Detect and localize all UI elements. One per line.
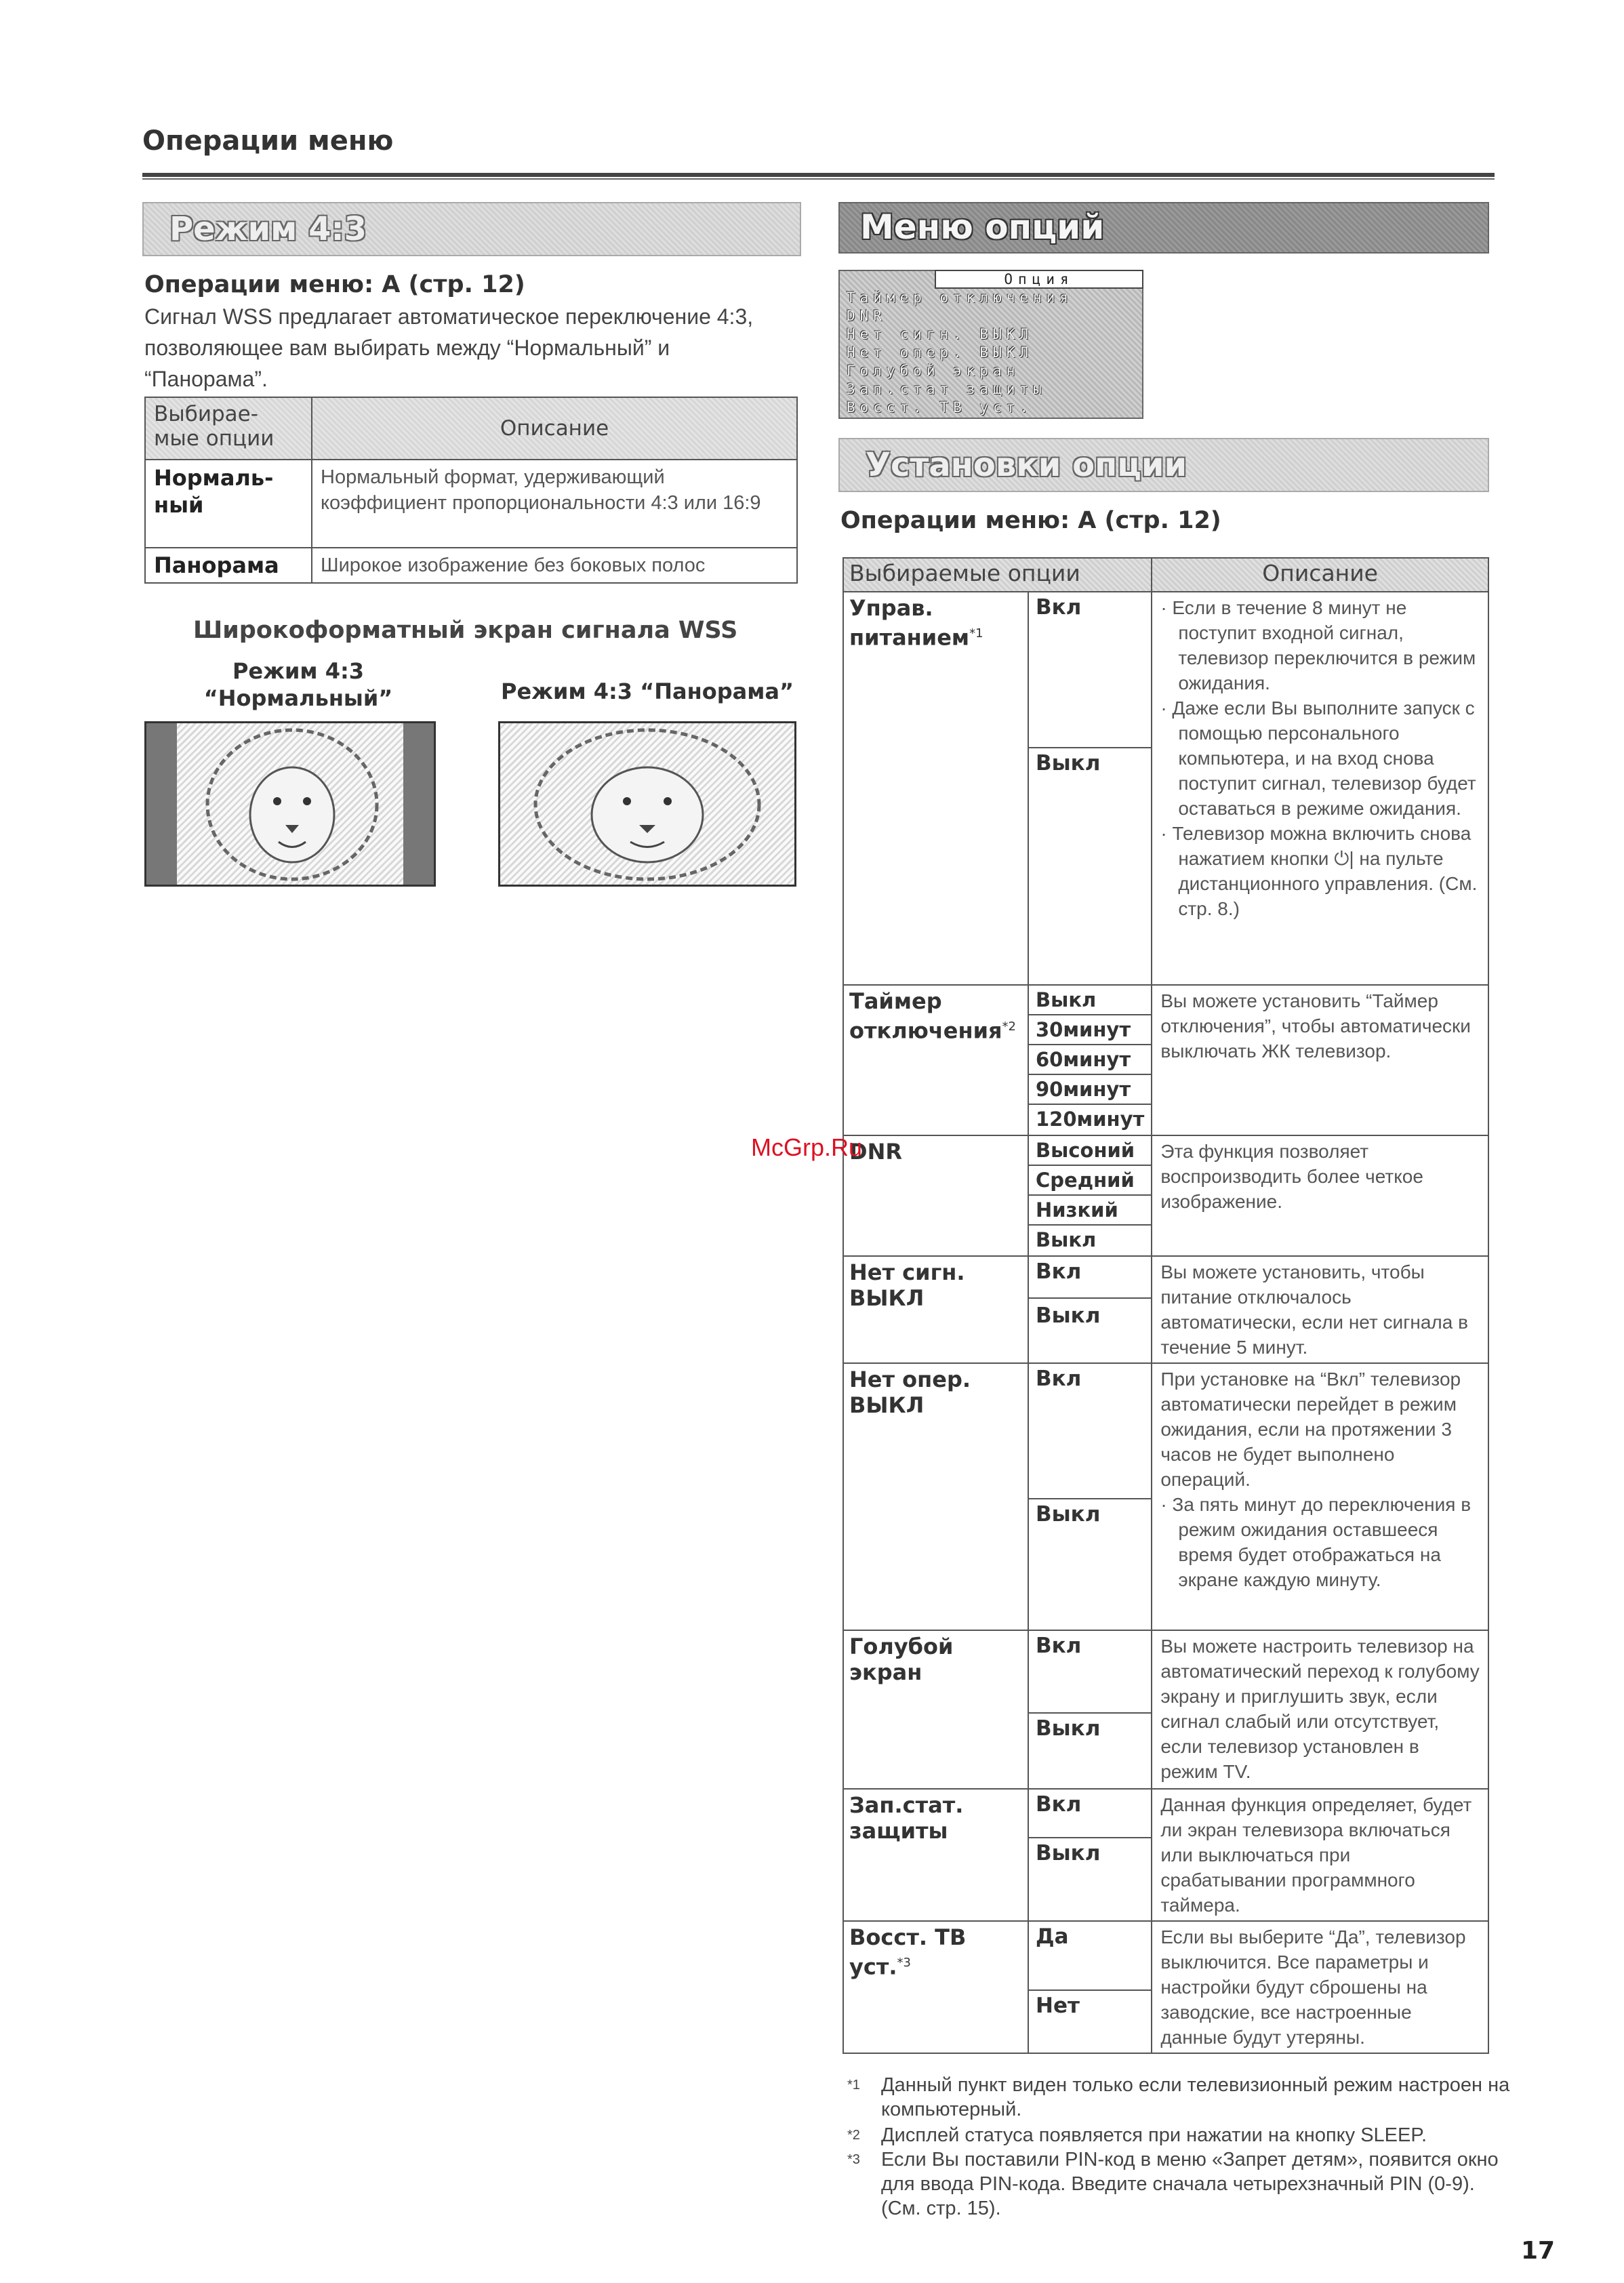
item-power-control [843,592,1028,985]
mode-panorama-label: Режим 4:3 “Панорама” [501,679,794,704]
item-description: Вы можете настроить телевизор на автоматический переход к голубому экрану и приглушить звук, если сигнал слабый или отсутствует, если телевизор установлен в режим TV. [1152,1630,1488,1789]
settings-table [843,557,1489,2054]
footnote-mark: *2 [847,2128,860,2143]
item-no-operation-off [843,1363,1028,1630]
option-normal-desc: Нормальный формат, удерживающий коэффициент пропорциональности 4:3 или 16:9 [312,460,797,548]
desc-bullet: · Если в течение 8 минут не поступит входной сигнал, телевизор переключится в режим ожидания. [1160,597,1476,693]
table-header-row [145,397,797,460]
footnote-text: Данный пункт виден только если телевизионный режим настроен на компьютерный. [881,2074,1510,2120]
value-option: Высоний [1029,1136,1151,1166]
item-values [1028,1630,1152,1789]
lion-icon [177,723,407,885]
side-bar-left [146,723,177,885]
value-option: Низкий [1029,1196,1151,1226]
osd-line: DNR [847,308,887,324]
option-normal: Нормаль-ный [145,460,312,548]
footnote [847,2147,1518,2221]
value-option: Вкл [1029,1257,1151,1299]
item-description: Эта функция позволяет воспроизводить более четкое изображение. [1152,1135,1488,1256]
table-row [843,985,1488,1135]
item-values [1028,1789,1152,1921]
item-reset-tv [843,1921,1028,2053]
table-row [843,1789,1488,1921]
footnote-ref: *1 [969,626,983,641]
item-description: Данная функция определяет, будет ли экран телевизора включаться или выключаться при срабатывании программного таймера. [1152,1789,1488,1921]
value-option: Средний [1029,1166,1151,1196]
item-description: Вы можете установить, чтобы питание отключалось автоматически, если нет сигнала в течение 5 минут. [1152,1256,1488,1363]
item-label: Голубой экран [849,1634,954,1685]
section-title-options-menu: Меню опций [860,207,1105,247]
wss-title: Широкоформатный экран сигнала WSS [193,617,738,644]
desc-text: При установке на “Вкл” телевизор автоматически перейдет в режим ожидания, если на протяжении 3 часов не будет выполнено операций. [1160,1369,1461,1490]
section-title-settings: Установки опции [866,446,1187,484]
value-option: Выкл [1036,1841,1101,1865]
section-bar-mode43 [142,202,801,256]
item-description [1152,1363,1488,1630]
section-title-mode43: Режим 4:3 [169,210,367,248]
left-ops-ref: Операции меню: A (стр. 12) [144,271,525,298]
footnote-mark: *1 [847,2078,860,2093]
option-panorama-desc: Широкое изображение без боковых полос [312,548,797,583]
value-option: 60минут [1029,1045,1151,1075]
watermark: McGrp.Ru [751,1133,863,1161]
page-number: 17 [1521,2237,1556,2265]
footnote-ref: *3 [897,1956,911,1970]
value-option: Нет [1036,1994,1080,2018]
desc-bullet: · За пять минут до переключения в режим ожидания оставшееся время будет отображаться на экране каждую минуту. [1160,1494,1471,1590]
item-values [1028,592,1152,985]
desc-bullet: · Телевизор можна включить снова нажатием кнопки ⏻| на пульте дистанционного управления. (См. стр. 8.) [1160,823,1478,919]
item-label: Восст. ТВ уст. [849,1924,967,1980]
osd-menu-preview [838,270,1143,419]
value-option: Выкл [1036,751,1101,775]
osd-line: Зап.стат защиты [847,381,1047,397]
footnote [847,2123,1518,2147]
osd-line: Нет опер. ВЫКЛ [847,344,1034,361]
osd-line: Восст. ТВ уст. [847,399,1034,416]
table-header-row [843,558,1488,592]
lion-icon [500,723,794,885]
item-values [1028,985,1152,1135]
value-option: 120минут [1036,1108,1145,1131]
osd-line: Нет сигн. ВЫКЛ [847,326,1034,342]
option-panorama: Панорама [145,548,312,583]
item-description: Если вы выберите “Да”, телевизор выключится. Все параметры и настройки будут сброшены на заводские, все настроенные данные будут утеряны. [1152,1921,1488,2053]
item-label: Нет сигн. ВЫКЛ [849,1259,965,1311]
item-label: Управ. питанием [849,595,970,651]
item-values [1028,1363,1152,1630]
header-rule [142,173,1495,180]
value-option: Вкл [1029,1631,1151,1714]
value-option: Выкл [1036,1304,1101,1328]
mode-normal-label: Режим 4:3 “Нормальный” [203,658,393,711]
page-header-title: Операции меню [142,125,394,157]
footnote-mark: *3 [847,2152,860,2167]
left-intro-text: Сигнал WSS предлагает автоматическое переключение 4:3, позволяющее вам выбирать между “Нормальный” и “Панорама”. [144,304,754,391]
item-label: Нет опер. ВЫКЛ [849,1367,971,1418]
item-label: Таймер отключения [849,988,1002,1044]
section-bar-settings [838,438,1489,492]
item-values [1028,1135,1152,1256]
value-option: Вкл [1029,1364,1151,1499]
desc-text: Если в течение 8 минут не поступит входной сигнал, телевизор переключится в режим ожидания. [1172,597,1476,693]
table-row [843,1630,1488,1789]
table-header-description: Описание [312,397,797,460]
mode43-table [144,397,798,584]
osd-title: Опция [935,270,1143,289]
item-description: Вы можете установить “Таймер отключения”, чтобы автоматически выключать ЖК телевизор. [1152,985,1488,1135]
footnote-text: Если Вы поставили PIN-код в меню «Запрет детям», появится окно для ввода PIN-кода. Введите сначала четырехзначный PIN (0-9). (См. стр. 15). [881,2149,1499,2219]
item-label: Зап.стат. защиты [849,1792,964,1844]
value-option: 30минут [1029,1015,1151,1045]
desc-text: За пять минут до переключения в режим ожидания оставшееся время будет отображаться на экране каждую минуту. [1172,1494,1471,1590]
value-option: Выкл [1036,1502,1101,1527]
side-bar-right [403,723,434,885]
value-option: Вкл [1029,592,1151,748]
right-ops-ref: Операции меню: A (стр. 12) [840,507,1221,534]
value-option: Да [1029,1922,1151,1991]
item-label: DNR [849,1139,902,1165]
item-dnr [843,1135,1028,1256]
table-header-options: Выбирае-мые опции [145,397,312,460]
tv-normal-illustration [144,721,436,887]
table-row [843,1135,1488,1256]
table-row [145,548,797,583]
table-header-description: Описание [1152,558,1488,592]
item-blue-screen [843,1630,1028,1789]
desc-bullet: · Даже если Вы выполните запуск с помощью персонального компьютера, и на вход снова поступит сигнал, телевизор будет оставаться в режиме ожидания. [1160,698,1476,819]
tv-panorama-illustration [498,721,796,887]
table-row [843,1363,1488,1630]
footnote-ref: *2 [1002,1019,1016,1034]
osd-line: Таймер отключения [847,289,1073,306]
item-description [1152,592,1488,985]
table-row [145,460,797,548]
value-option: Выкл [1029,986,1151,1015]
table-row [843,1921,1488,2053]
item-values [1028,1921,1152,2053]
value-option: Выкл [1036,1228,1097,1251]
item-protection-status [843,1789,1028,1921]
value-option: Вкл [1029,1790,1151,1838]
value-option: Выкл [1036,1716,1101,1741]
footnote [847,2073,1518,2122]
footnote-text: Дисплей статуса появляется при нажатии на кнопку SLEEP. [881,2124,1427,2146]
item-sleep-timer [843,985,1028,1135]
table-header-options: Выбираемые опции [843,558,1152,592]
item-values [1028,1256,1152,1363]
table-row [843,1256,1488,1363]
desc-text: Даже если Вы выполните запуск с помощью персонального компьютера, и на вход снова поступит сигнал, телевизор будет оставаться в режиме ожидания. [1172,698,1476,819]
section-bar-options-menu [838,202,1489,254]
osd-line: Голубой экран [847,363,1020,379]
table-row [843,592,1488,985]
desc-text: Телевизор можна включить снова нажатием кнопки ⏻| на пульте дистанционного управления. (См. стр. 8.) [1172,823,1478,919]
value-option: 90минут [1029,1075,1151,1105]
item-no-signal-off [843,1256,1028,1363]
